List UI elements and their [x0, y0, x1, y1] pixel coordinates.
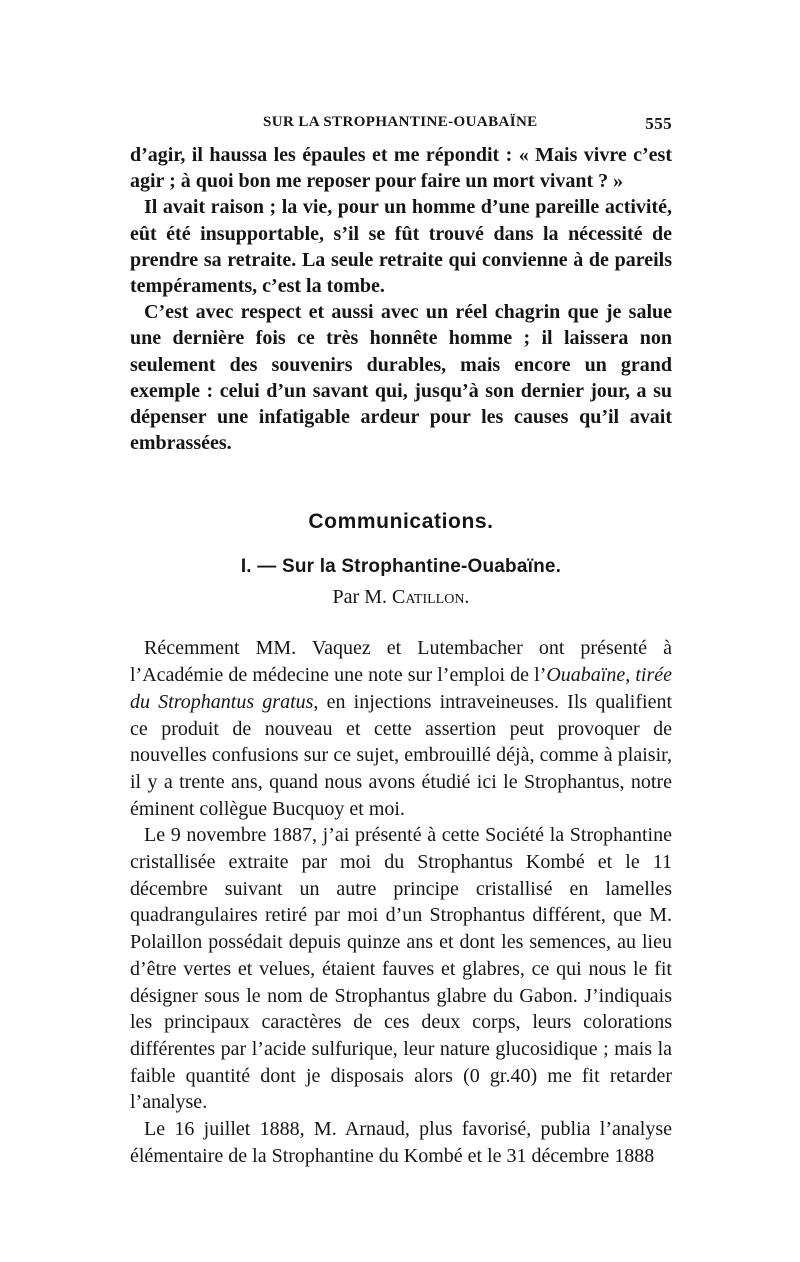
paragraph: Il avait raison ; la vie, pour un homme d’une pareille activité, eût été insupportable, s’il se fût trouvé dans la nécessité de prendre sa retraite. La seule retraite qui convienne à de pareils tempéraments, c’est la tombe. [130, 196, 672, 298]
obituary-text [130, 142, 672, 456]
italic-run: Ouabaïne, tirée du Strophantus gratus [130, 664, 673, 713]
paragraph: C’est avec respect et aussi avec un réel chagrin que je salue une dernière fois ce très honnête homme ; il laissera non seulement des souvenirs durables, mais encore un grand exemple : celui d’un savant qui, jusqu’à son dernier jour, a su dépenser une infatigable ardeur pour les causes qu’il avait embrassées. [130, 301, 672, 455]
article-title: I. — Sur la Strophantine-Ouabaïne. [240, 556, 562, 578]
text-run: Récemment MM. Vaquez et Lutembacher ont présenté à l’Académie de médecine une note sur l’emploi de l’ [130, 637, 672, 687]
article-body [130, 635, 672, 1169]
running-head [130, 114, 672, 142]
paragraph [130, 635, 672, 822]
text-run: , en injections intraveineuses. Ils qualifient ce produit de nouveau et cette assertion peut provoquer de nouvelles confusions sur ce sujet, embrouillé déjà, comme à plaisir, il y a trente ans, quand nous avons étudié ici le Strophantus, notre éminent collègue Bucquoy et moi. [130, 690, 673, 820]
paragraph: d’agir, il haussa les épaules et me répondit : « Mais vivre c’est agir ; à quoi bon me reposer pour faire un mort vivant ? » [130, 144, 672, 193]
paragraph: Le 9 novembre 1887, j’ai présenté à cette Société la Strophantine cristallisée extraite par moi du Strophantus Kombé et le 11 décembre suivant un autre principe cristallisé en lamelles quadrangulaires retiré par moi d’un Strophantus différent, que M. Polaillon possédait depuis quinze ans et dont les semences, au lieu d’être vertes et velues, étaient fauves et glabres, ce qui nous le fit désigner sous le nom de Strophantus glabre du Gabon. J’indiquais les principaux caractères de ces deux corps, leurs colorations différentes par l’acide sulfurique, leur nature glucosidique ; mais la faible quantité dont je disposais alors (0 gr.40) me fit retarder l’analyse. [130, 824, 672, 1114]
byline-author: Catillon. [392, 586, 470, 609]
page-number: 555 [645, 114, 672, 133]
section-heading: Communications. [308, 510, 494, 534]
paragraph: Le 16 juillet 1888, M. Arnaud, plus favorisé, publia l’analyse élémentaire de la Strophantine du Kombé et le 31 décembre 1888 [130, 1118, 672, 1167]
book-page [130, 114, 672, 1170]
byline-prefix: Par M. [332, 586, 387, 609]
byline [130, 586, 672, 609]
running-title: SUR LA STROPHANTINE-OUABAÏNE [263, 114, 538, 130]
